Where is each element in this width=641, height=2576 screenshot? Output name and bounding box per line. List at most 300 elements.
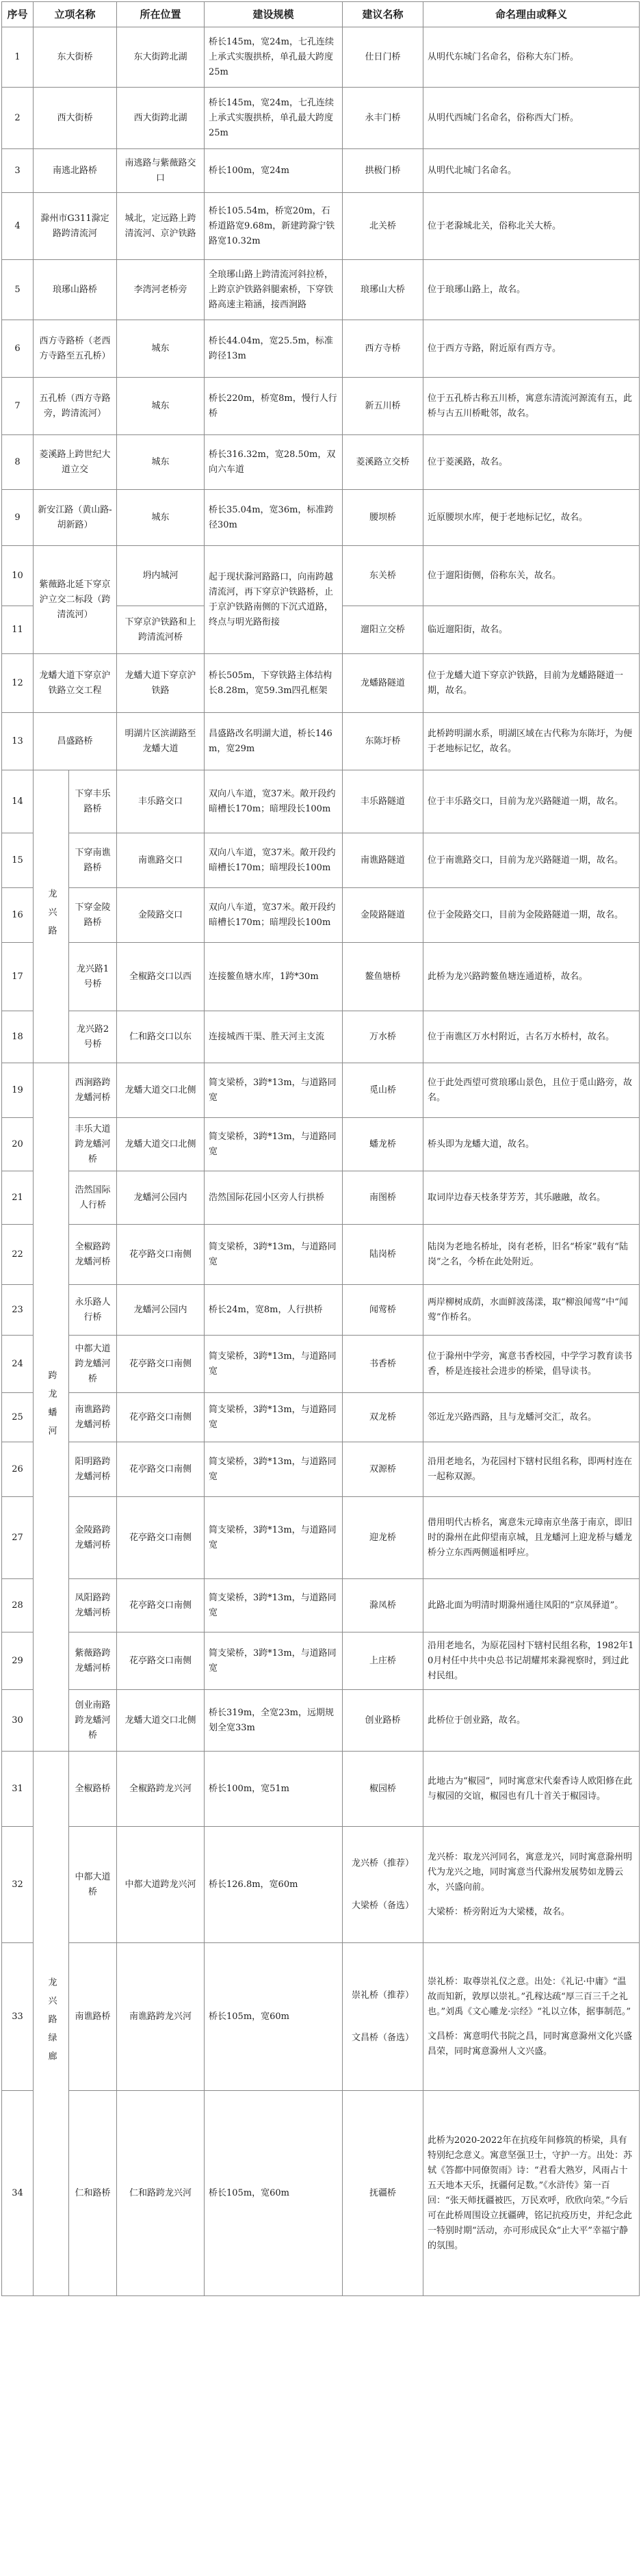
table-row	[2, 149, 640, 193]
project-sub-name: 中都大道跨龙蟠河桥	[69, 1336, 117, 1393]
suggested-name	[343, 1118, 423, 1171]
suggested-name-line: 崇礼桥（推荐）	[351, 1990, 414, 2001]
suggested-name	[343, 1171, 423, 1225]
naming-reason	[423, 1442, 640, 1497]
naming-reason	[423, 1285, 640, 1336]
table-row	[2, 88, 640, 149]
table-row	[2, 1285, 640, 1336]
naming-reason-paragraph: 位于遛阳街侧，俗称东关，故名。	[428, 570, 562, 581]
naming-reason	[423, 833, 640, 888]
suggested-name	[343, 833, 423, 888]
naming-reason	[423, 1752, 640, 1827]
row-number: 22	[2, 1225, 34, 1285]
project-sub-name: 下穿南谯路桥	[69, 833, 117, 888]
project-sub-name: 下穿金陵路桥	[69, 888, 117, 943]
suggested-name	[343, 1632, 423, 1690]
project-location: 西大街跨北湖	[117, 88, 205, 149]
construction-scale: 桥长126.8m，宽60m	[205, 1827, 343, 1943]
project-location: 龙蟠大道下穿京沪铁路	[117, 654, 205, 713]
table-row	[2, 435, 640, 490]
table-row	[2, 1943, 640, 2091]
construction-scale: 桥长319m，全宽23m，远期规划全宽33m	[205, 1690, 343, 1752]
naming-reason	[423, 149, 640, 193]
naming-reason	[423, 1011, 640, 1063]
project-location: 龙蟠大道交口北侧	[117, 1063, 205, 1118]
table-row	[2, 1063, 640, 1118]
project-name: 西方寺路桥（老西方寺路至五孔桥）	[34, 320, 117, 378]
suggested-name-line: 仕日门桥	[365, 51, 401, 62]
project-location: 城东	[117, 490, 205, 546]
row-number: 4	[2, 193, 34, 260]
row-number: 23	[2, 1285, 34, 1336]
row-number: 10	[2, 546, 34, 606]
suggested-name	[343, 606, 423, 654]
project-location: 花亭路交口南侧	[117, 1632, 205, 1690]
naming-reason	[423, 943, 640, 1011]
table-row	[2, 1442, 640, 1497]
project-location: 花亭路交口南侧	[117, 1442, 205, 1497]
header-cell-suggested-name: 建议名称	[343, 2, 423, 27]
construction-scale: 连接鳌鱼塘水库，1跨*30m	[205, 943, 343, 1011]
naming-reason-paragraph: 位于金陵路交口，目前为金陵路隧道一期，故名。	[428, 909, 624, 920]
naming-reason	[423, 1632, 640, 1690]
naming-reason-paragraph: 从明代西城门名命名，俗称西大门桥。	[428, 112, 579, 123]
row-number: 11	[2, 606, 34, 654]
project-location: 坍内城河	[117, 546, 205, 606]
table-row	[2, 2091, 640, 2296]
suggested-name-line: 菱溪路立交桥	[356, 456, 410, 467]
project-sub-name: 龙兴路2号桥	[69, 1011, 117, 1063]
project-location: 仁和路跨龙兴河	[117, 2091, 205, 2296]
naming-reason	[423, 1943, 640, 2091]
row-number: 32	[2, 1827, 34, 1943]
project-location: 花亭路交口南侧	[117, 1393, 205, 1442]
row-number: 6	[2, 320, 34, 378]
header-cell-location: 所在位置	[117, 2, 205, 27]
naming-reason	[423, 320, 640, 378]
naming-reason-paragraph: 取词岸边春天枝条芽芳芳，其乐融融，故名。	[428, 1192, 606, 1203]
naming-reason	[423, 260, 640, 320]
table-row	[2, 1225, 640, 1285]
construction-scale: 简支梁桥，3跨*13m，与道路同宽	[205, 1442, 343, 1497]
project-location: 下穿京沪铁路和上跨清流河桥	[117, 606, 205, 654]
suggested-name	[343, 1225, 423, 1285]
suggested-name	[343, 1943, 423, 2091]
suggested-name-line: 文昌桥（备选）	[351, 2032, 414, 2043]
table-row	[2, 1336, 640, 1393]
project-name: 菱溪路上跨世纪大道立交	[34, 435, 117, 490]
construction-scale: 桥长100m，宽51m	[205, 1752, 343, 1827]
project-location: 全椒路交口以西	[117, 943, 205, 1011]
naming-reason-paragraph: 位于南谯路交口，目前为龙兴路隧道一期，故名。	[428, 855, 624, 866]
naming-reason	[423, 546, 640, 606]
table-row	[2, 1393, 640, 1442]
table-row	[2, 770, 640, 833]
naming-reason	[423, 1579, 640, 1632]
project-location: 中都大道跨龙兴河	[117, 1827, 205, 1943]
suggested-name-line: 蟠龙桥	[369, 1139, 396, 1149]
table-row	[2, 1171, 640, 1225]
naming-reason	[423, 27, 640, 88]
suggested-name	[343, 1336, 423, 1393]
naming-reason-paragraph: 位于菱溪路，故名。	[428, 456, 508, 467]
suggested-name-line: 新五川桥	[365, 400, 401, 411]
project-sub-name: 凤阳路跨龙蟠河桥	[69, 1579, 117, 1632]
project-name: 龙蟠大道下穿京沪铁路立交工程	[34, 654, 117, 713]
project-group: 龙兴路绿廊	[34, 1752, 69, 2296]
row-number: 17	[2, 943, 34, 1011]
table-row	[2, 888, 640, 943]
suggested-name-line: 金陵路隧道	[360, 909, 405, 920]
project-sub-name: 下穿丰乐路桥	[69, 770, 117, 833]
table-row	[2, 1690, 640, 1752]
project-location: 城东	[117, 378, 205, 435]
project-location: 金陵路交口	[117, 888, 205, 943]
suggested-name	[343, 713, 423, 770]
project-name: 南逃北路桥	[34, 149, 117, 193]
naming-reason-paragraph: 此桥跨明湖水系，明湖区域在古代称为东陈圩，为便于老地标记忆，故名。	[428, 728, 633, 754]
naming-reason	[423, 1225, 640, 1285]
suggested-name	[343, 2091, 423, 2296]
suggested-name	[343, 1690, 423, 1752]
suggested-name	[343, 1827, 423, 1943]
naming-reason	[423, 1118, 640, 1171]
naming-reason-paragraph: 近原腰坝水库，便于老地标记忆，故名。	[428, 512, 588, 523]
project-sub-name: 南谯路跨龙蟠河桥	[69, 1393, 117, 1442]
suggested-name	[343, 320, 423, 378]
naming-reason-paragraph: 临近遛阳街，故名。	[428, 624, 508, 635]
row-number: 19	[2, 1063, 34, 1118]
construction-scale: 桥长105m，宽60m	[205, 1943, 343, 2091]
table-header-row	[2, 2, 640, 27]
row-number: 30	[2, 1690, 34, 1752]
table-row	[2, 943, 640, 1011]
project-location: 龙蟠河公园内	[117, 1285, 205, 1336]
table-row	[2, 1579, 640, 1632]
suggested-name	[343, 149, 423, 193]
row-number: 29	[2, 1632, 34, 1690]
naming-reason-paragraph: 沿用老地名，为原花园村下辖村民组名称，1982年10月村任中共中央总书记胡耀邦来滁视察时，到过此村民组。	[428, 1640, 634, 1681]
naming-reason	[423, 713, 640, 770]
suggested-name-line: 拱极门桥	[365, 165, 401, 176]
table-row	[2, 1011, 640, 1063]
suggested-name	[343, 770, 423, 833]
table-row	[2, 193, 640, 260]
table-body	[2, 27, 640, 2296]
construction-scale: 简支梁桥，3跨*13m，与道路同宽	[205, 1063, 343, 1118]
naming-reason	[423, 88, 640, 149]
construction-scale: 桥长105.54m，桥宽20m，石桥道路宽9.68m，新建跨滁宁铁路宽10.32m	[205, 193, 343, 260]
header-cell-scale: 建设规模	[205, 2, 343, 27]
suggested-name-line: 椒园桥	[369, 1783, 396, 1794]
suggested-name-line: 书香桥	[369, 1358, 396, 1369]
naming-reason-paragraph: 位于丰乐路交口，目前为龙兴路隧道一期，故名。	[428, 796, 624, 807]
row-number: 15	[2, 833, 34, 888]
suggested-name-line: 东陈圩桥	[365, 736, 401, 746]
construction-scale: 桥长100m，宽24m	[205, 149, 343, 193]
naming-reason-paragraph: 位于五孔桥古称五川桥，寓意东清流河源流有五，此桥与古五川桥毗邻，故名。	[428, 393, 633, 419]
project-location: 东大街跨北湖	[117, 27, 205, 88]
construction-scale: 简支梁桥，3跨*13m，与道路同宽	[205, 1118, 343, 1171]
construction-scale: 简支梁桥，3跨*13m，与道路同宽	[205, 1579, 343, 1632]
row-number: 27	[2, 1497, 34, 1579]
suggested-name-line: 永丰门桥	[365, 112, 401, 123]
suggested-name-line: 西方寺桥	[365, 343, 401, 354]
naming-reason-paragraph: 此桥位于创业路，故名。	[428, 1715, 526, 1726]
naming-reason	[423, 888, 640, 943]
table-row	[2, 27, 640, 88]
project-sub-name: 紫薇路跨龙蟠河桥	[69, 1632, 117, 1690]
row-number: 34	[2, 2091, 34, 2296]
suggested-name	[343, 260, 423, 320]
suggested-name-line: 闻莺桥	[369, 1304, 396, 1315]
suggested-name	[343, 378, 423, 435]
suggested-name	[343, 193, 423, 260]
construction-scale: 桥长505m，下穿铁路主体结构长8.28m，宽59.3m四孔框架	[205, 654, 343, 713]
row-number: 33	[2, 1943, 34, 2091]
table-row	[2, 1497, 640, 1579]
row-number: 25	[2, 1393, 34, 1442]
construction-scale: 桥长316.32m，宽28.50m，双向六车道	[205, 435, 343, 490]
row-number: 24	[2, 1336, 34, 1393]
row-number: 26	[2, 1442, 34, 1497]
table-row	[2, 546, 640, 606]
project-sub-name: 南谯路桥	[69, 1943, 117, 2091]
table-row	[2, 1752, 640, 1827]
project-location: 花亭路交口南侧	[117, 1579, 205, 1632]
suggested-name	[343, 654, 423, 713]
suggested-name	[343, 1442, 423, 1497]
table-row	[2, 1632, 640, 1690]
project-sub-name: 中都大道桥	[69, 1827, 117, 1943]
construction-scale: 昌盛路改名明湖大道，桥长146m，宽29m	[205, 713, 343, 770]
project-sub-name: 仁和路桥	[69, 2091, 117, 2296]
row-number: 7	[2, 378, 34, 435]
project-name: 西大街桥	[34, 88, 117, 149]
table-row	[2, 713, 640, 770]
row-number: 1	[2, 27, 34, 88]
project-name: 东大街桥	[34, 27, 117, 88]
project-location: 全椒路跨龙兴河	[117, 1752, 205, 1827]
project-name: 五孔桥（西方寺路旁，跨清流河）	[34, 378, 117, 435]
construction-scale: 简支梁桥，3跨*13m，与道路同宽	[205, 1336, 343, 1393]
row-number: 14	[2, 770, 34, 833]
naming-reason-paragraph: 龙兴桥：取龙兴河同名，寓意龙兴，同时寓意滁州明代为龙兴之地，同时寓意当代滁州发展势如龙腾云水，兴盛向前。	[428, 1851, 633, 1892]
suggested-name-line: 万水桥	[369, 1031, 396, 1042]
project-name: 琅琊山路桥	[34, 260, 117, 320]
project-sub-name: 丰乐大道跨龙蟠河桥	[69, 1118, 117, 1171]
project-location: 南逃路与紫薇路交口	[117, 149, 205, 193]
row-number: 13	[2, 713, 34, 770]
naming-reason-paragraph: 桥头即为龙蟠大道，故名。	[428, 1139, 535, 1149]
naming-reason-paragraph: 文昌桥：寓意明代书院之昌，同时寓意滁州文化兴盛昌荣，同时寓意滁州人文兴盛。	[428, 2031, 633, 2057]
project-location: 南谯路跨龙兴河	[117, 1943, 205, 2091]
naming-reason-paragraph: 位于西方寺路，附近原有西方寺。	[428, 343, 562, 354]
construction-scale: 桥长44.04m，宽25.5m，标准跨径13m	[205, 320, 343, 378]
suggested-name-line: 滁凤桥	[369, 1600, 396, 1611]
header-cell-no: 序号	[2, 2, 34, 27]
header-cell-reason: 命名理由或释义	[423, 2, 640, 27]
naming-reason	[423, 1336, 640, 1393]
project-location: 龙蟠大道交口北侧	[117, 1690, 205, 1752]
project-sub-name: 全椒路跨龙蟠河桥	[69, 1225, 117, 1285]
project-location: 仁和路交口以东	[117, 1011, 205, 1063]
suggested-name-line: 鳌鱼塘桥	[365, 971, 401, 982]
suggested-name-line: 龙兴桥（推荐）	[351, 1858, 414, 1869]
construction-scale: 桥长24m，宽8m，人行拱桥	[205, 1285, 343, 1336]
project-name: 紫薇路北延下穿京沪立交二标段（跨清流河）	[34, 546, 117, 654]
suggested-name	[343, 1579, 423, 1632]
suggested-name-line: 龙蟠路隧道	[360, 677, 405, 688]
row-number: 9	[2, 490, 34, 546]
naming-reason	[423, 1063, 640, 1118]
suggested-name	[343, 888, 423, 943]
row-number: 18	[2, 1011, 34, 1063]
project-sub-name: 全椒路桥	[69, 1752, 117, 1827]
naming-reason-paragraph: 大梁桥：桥旁附近为大梁楼，故名。	[428, 1906, 571, 1917]
row-number: 31	[2, 1752, 34, 1827]
project-sub-name: 创业南路跨龙蟠河桥	[69, 1690, 117, 1752]
construction-scale: 桥长220m，桥宽8m，慢行人行桥	[205, 378, 343, 435]
row-number: 20	[2, 1118, 34, 1171]
naming-reason	[423, 654, 640, 713]
naming-reason-paragraph: 从明代北城门名命名。	[428, 165, 517, 176]
naming-reason-paragraph: 位于老滁城北关，俗称北关大桥。	[428, 220, 562, 231]
table-row	[2, 833, 640, 888]
project-sub-name: 浩然国际人行桥	[69, 1171, 117, 1225]
table-row	[2, 490, 640, 546]
row-number: 8	[2, 435, 34, 490]
table-row	[2, 320, 640, 378]
suggested-name	[343, 88, 423, 149]
project-location: 南谯路交口	[117, 833, 205, 888]
naming-reason	[423, 1497, 640, 1579]
construction-scale: 浩然国际花园小区旁人行拱桥	[205, 1171, 343, 1225]
naming-reason	[423, 490, 640, 546]
project-location: 花亭路交口南侧	[117, 1225, 205, 1285]
suggested-name	[343, 1285, 423, 1336]
project-location: 花亭路交口南侧	[117, 1336, 205, 1393]
construction-scale: 双向八车道，宽37米。敞开段约暗槽长170m；暗埋段长100m	[205, 833, 343, 888]
suggested-name-line: 腰坝桥	[369, 512, 396, 523]
naming-reason-paragraph: 此地古为“椒园”，同时寓意宋代秦香诗人欧阳修在此与椒园的交谊，椒园也有几十首关于椒园诗。	[428, 1775, 633, 1801]
naming-reason	[423, 770, 640, 833]
suggested-name	[343, 490, 423, 546]
suggested-name-line: 遛阳立交桥	[360, 624, 405, 635]
suggested-name-line: 觅山桥	[369, 1084, 396, 1095]
naming-reason	[423, 2091, 640, 2296]
project-name: 昌盛路桥	[34, 713, 117, 770]
naming-reason-paragraph: 位于琅琊山路上，故名。	[428, 284, 526, 295]
suggested-name-line: 抚疆桥	[369, 2187, 396, 2198]
naming-reason	[423, 435, 640, 490]
naming-reason	[423, 606, 640, 654]
naming-reason-paragraph: 崇礼桥：取尊崇礼仪之意。出处：《礼记·中庸》“温故而知新，敦厚以崇礼。”孔稼达疏“厚三百三千之礼也。”刘禹《文心雕龙·宗经》“礼以立体，据事制范。”	[428, 1976, 631, 2017]
construction-scale: 桥长105m，宽60m	[205, 2091, 343, 2296]
naming-reason-paragraph: 陆岗为老地名桥址，岗有老桥，旧名“桥家”载有“陆岗”之名，今桥在此处附近。	[428, 1241, 628, 1267]
project-location: 花亭路交口南侧	[117, 1497, 205, 1579]
naming-reason-paragraph: 从明代东城门名命名，俗称大东门桥。	[428, 51, 579, 62]
naming-reason-paragraph: 位于南谯区万水村附近，古名万水桥村，故名。	[428, 1031, 615, 1042]
project-location: 龙蟠河公园内	[117, 1171, 205, 1225]
row-number: 12	[2, 654, 34, 713]
project-group: 龙兴路	[34, 770, 69, 1063]
construction-scale: 起于现状滁河路路口，向南跨越清流河，再下穿京沪铁路桥，止于京沪铁路南侧的下沉式道路，终点与明光路衔接	[205, 546, 343, 654]
project-sub-name: 阳明路跨龙蟠河桥	[69, 1442, 117, 1497]
row-number: 16	[2, 888, 34, 943]
construction-scale: 桥长35.04m，宽36m，标准跨径30m	[205, 490, 343, 546]
suggested-name	[343, 1752, 423, 1827]
naming-reason-paragraph: 邻近龙兴路西路，且与龙蟠河交汇，故名。	[428, 1411, 597, 1422]
suggested-name	[343, 1063, 423, 1118]
row-number: 2	[2, 88, 34, 149]
table-row	[2, 378, 640, 435]
table-row	[2, 654, 640, 713]
construction-scale: 桥长145m，宽24m，七孔连续上承式实腹拱桥，单孔最大跨度25m	[205, 88, 343, 149]
naming-reason	[423, 1171, 640, 1225]
construction-scale: 双向八车道，宽37米。敞开段约暗槽长170m；暗埋段长100m	[205, 888, 343, 943]
project-location: 丰乐路交口	[117, 770, 205, 833]
construction-scale: 简支梁桥，3跨*13m，与道路同宽	[205, 1225, 343, 1285]
naming-reason-paragraph: 两岸柳树成荫，水面鲜波荡漾，取“柳浪闻莺”中“闻莺”作桥名。	[428, 1297, 628, 1323]
project-sub-name: 金陵路跨龙蟠河桥	[69, 1497, 117, 1579]
naming-reason-paragraph: 此桥为2020-2022年在抗疫年间修筑的桥梁，具有特别纪念意义。寓意坚强卫士，守护一方。出处：苏轼《答都中同僚贺雨》诗：“君看大熟岁，风雨占十五天地本天乐，抚疆何足数。”《水浒传》第一百回：“张天师抚疆被匹，万民欢呼，欣欣向荣。”今后可在此桥周围设立抚疆碑，铭记抗疫历史，并纪念此一特别时期“活动，亦可形成民众“止大平”幸福宁静的氛围。	[428, 2135, 633, 2251]
naming-reason	[423, 193, 640, 260]
table-row	[2, 1118, 640, 1171]
construction-scale: 双向八车道，宽37米。敞开段约暗槽长170m；暗埋段长100m	[205, 770, 343, 833]
suggested-name-line: 南谯路隧道	[360, 855, 405, 866]
construction-scale: 连接城西干渠、胜天河主支流	[205, 1011, 343, 1063]
construction-scale: 简支梁桥，3跨*13m，与道路同宽	[205, 1632, 343, 1690]
suggested-name-line: 东关桥	[369, 570, 396, 581]
suggested-name-line: 北关桥	[369, 220, 396, 231]
suggested-name-line: 创业路桥	[365, 1715, 401, 1726]
suggested-name	[343, 1497, 423, 1579]
naming-reason-paragraph: 位于此处西望可赏琅琊山景色，且位于觅山路旁，故名。	[428, 1077, 633, 1103]
naming-reason	[423, 1690, 640, 1752]
project-location: 城北，定远路上跨清流河、京沪铁路	[117, 193, 205, 260]
project-sub-name: 西涧路跨龙蟠河桥	[69, 1063, 117, 1118]
suggested-name-line: 琅琊山大桥	[360, 284, 405, 295]
project-name: 新安江路（黄山路-胡新路）	[34, 490, 117, 546]
suggested-name	[343, 1011, 423, 1063]
naming-reason	[423, 1827, 640, 1943]
row-number: 28	[2, 1579, 34, 1632]
project-location: 龙蟠大道交口北侧	[117, 1118, 205, 1171]
suggested-name-line: 南图桥	[369, 1192, 396, 1203]
table-row	[2, 1827, 640, 1943]
row-number: 5	[2, 260, 34, 320]
suggested-name	[343, 1393, 423, 1442]
suggested-name	[343, 943, 423, 1011]
construction-scale: 简支梁桥，3跨*13m，与道路同宽	[205, 1497, 343, 1579]
project-location: 李湾河老桥旁	[117, 260, 205, 320]
naming-reason-paragraph: 沿用老地名，为花园村下辖村民组名称，即两村连在一起称双源。	[428, 1456, 633, 1482]
project-sub-name: 永乐路人行桥	[69, 1285, 117, 1336]
suggested-name	[343, 546, 423, 606]
project-location: 城东	[117, 320, 205, 378]
suggested-name	[343, 435, 423, 490]
suggested-name-line: 大梁桥（备选）	[351, 1900, 414, 1911]
naming-reason	[423, 378, 640, 435]
project-location: 明湖片区滨湖路至龙蟠大道	[117, 713, 205, 770]
row-number: 3	[2, 149, 34, 193]
project-name: 滁州市G311滁定路跨清流河	[34, 193, 117, 260]
naming-reason-paragraph: 借用明代古桥名，寓意朱元璋南京坐落于南京，即旧时的滁州在此仰望南京城，且龙蟠河上迎龙桥与蟠龙桥分立东西两侧遥相呼应。	[428, 1517, 633, 1558]
naming-reason-paragraph: 位于龙蟠大道下穿京沪铁路，目前为龙蟠路隧道一期，故名。	[428, 670, 624, 696]
naming-reason-paragraph: 位于滁州中学旁，寓意书香校园，中学学习教育读书香，桥是连接社会进步的桥梁，倡导读书。	[428, 1351, 633, 1377]
naming-reason-paragraph: 此桥为龙兴路跨鳌鱼塘连通道桥，故名。	[428, 971, 588, 982]
